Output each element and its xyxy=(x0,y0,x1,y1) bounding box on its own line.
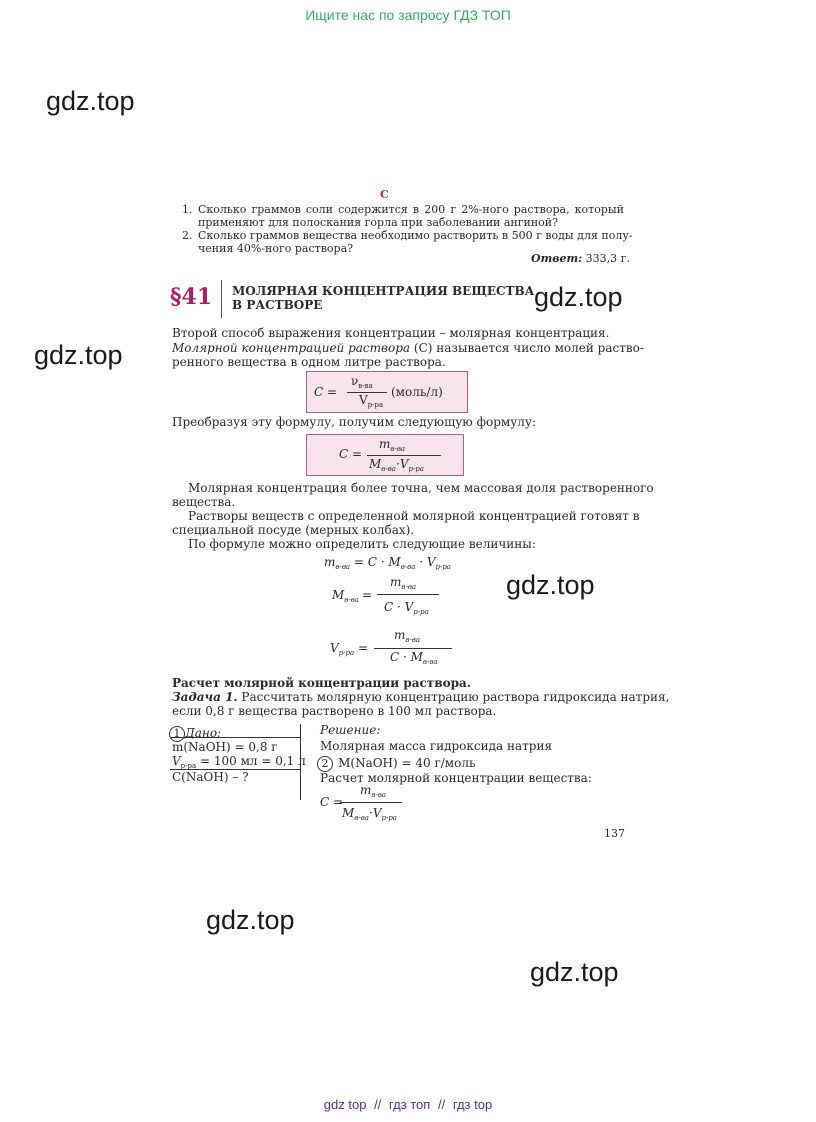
bottom-link[interactable]: гдз топ xyxy=(388,1097,431,1112)
formula-5-numerator: $m_{в-ва}$ xyxy=(394,628,421,644)
bottom-link[interactable]: gdz top xyxy=(323,1097,367,1112)
formula-5-equals: = xyxy=(358,641,369,655)
formula-1-unit: (моль/л) xyxy=(391,385,443,399)
question-2-line-2: чения 40%-ного раствора? xyxy=(198,242,354,255)
formula-4-fraction-bar xyxy=(377,594,439,595)
formula-1-numerator: $\nu_{в-ва}$ xyxy=(351,374,373,390)
formula-box-2 xyxy=(306,434,464,476)
page-number: 137 xyxy=(604,827,625,840)
formula-1-denominator: $V_{р-ра}$ xyxy=(359,393,384,409)
link-separator: // xyxy=(437,1097,446,1112)
solution-formula-lhs: C = xyxy=(320,795,344,809)
formula-box-1 xyxy=(306,371,468,413)
given-underline xyxy=(170,737,300,738)
step-1-marker: 1 xyxy=(169,726,185,742)
solution-formula-denominator: $M_{в-ва}\cdot V_{р-ра}$ xyxy=(342,806,397,822)
formula-2-fraction-bar xyxy=(367,455,441,456)
formula-4-equals: = xyxy=(362,588,373,602)
watermark: gdz.top xyxy=(34,340,123,370)
section-c-title: C xyxy=(380,188,389,201)
top-search-hint[interactable]: Ищите нас по запросу ГДЗ ТОП xyxy=(305,7,511,23)
solution-line-2: 2 M(NaOH) = 40 г/моль xyxy=(317,752,476,772)
watermark: gdz.top xyxy=(534,282,623,312)
text-line: По формуле можно определить следующие величины: xyxy=(188,537,536,551)
find-value: C(NaOH) – ? xyxy=(172,770,249,784)
text-line: вещества. xyxy=(172,495,236,509)
paragraph-title-line-2: В РАСТВОРЕ xyxy=(232,298,323,312)
text-line: Растворы веществ с определенной молярной концентрацией готовят в xyxy=(188,509,640,523)
solution-line-3: Расчет молярной концентрации вещества: xyxy=(320,771,592,785)
solution-label: Решение: xyxy=(320,723,381,737)
solution-line-1: Молярная масса гидроксида натрия xyxy=(320,739,553,753)
formula-2-lhs: C = xyxy=(339,447,363,461)
task-line-1 xyxy=(172,690,669,705)
given-header xyxy=(169,722,221,742)
step-2-marker: 2 xyxy=(317,756,333,772)
formula-2-numerator: $m_{в-ва}$ xyxy=(379,437,406,453)
formula-2-denominator: $M_{в-ва}\cdot V_{р-ра}$ xyxy=(369,457,424,473)
task-text: Рассчитать молярную концентрацию раствора гидроксида натрия, xyxy=(237,690,670,704)
question-2-line-1: Сколько граммов вещества необходимо растворить в 500 г воды для полу- xyxy=(198,229,633,242)
formula-4-lhs: $M_{в-ва}$ xyxy=(332,588,359,604)
watermark: gdz.top xyxy=(530,957,619,987)
question-1-number: 1. xyxy=(182,203,193,216)
formula-5-lhs: $V_{р-ра}$ xyxy=(330,641,355,657)
watermark: gdz.top xyxy=(506,570,595,600)
given-mass: m(NaOH) = 0,8 г xyxy=(172,740,278,754)
text-line: Молярная концентрация более точна, чем массовая доля растворенного xyxy=(188,481,654,495)
question-1-line-2: применяют для полоскания горла при заболевании ангиной? xyxy=(198,216,559,229)
link-separator: // xyxy=(374,1097,382,1112)
formula-4-numerator: $m_{в-ва}$ xyxy=(390,575,417,591)
watermark: gdz.top xyxy=(206,905,295,935)
solution-formula-numerator: $m_{в-ва}$ xyxy=(360,783,387,799)
paragraph-number: §41 xyxy=(170,284,213,310)
definition-line-2: ренного вещества в одном литре раствора. xyxy=(172,355,446,369)
answer xyxy=(531,252,630,265)
calc-heading: Расчет молярной концентрации раствора. xyxy=(172,676,471,690)
text-line: специальной посуде (мерных колбах). xyxy=(172,523,415,537)
formula-4-denominator: $C \cdot V_{р-ра}$ xyxy=(384,600,429,616)
definition-line-1 xyxy=(172,341,644,356)
text-line: Второй способ выражения концентрации – молярная концентрация. xyxy=(172,326,610,340)
paragraph-title-line-1: МОЛЯРНАЯ КОНЦЕНТРАЦИЯ ВЕЩЕСТВА xyxy=(232,284,535,298)
bottom-links xyxy=(0,1097,816,1112)
solution-divider xyxy=(300,724,301,800)
text-line: Преобразуя эту формулу, получим следующую формулу: xyxy=(172,415,536,429)
task-label: Задача 1. xyxy=(172,690,238,704)
formula-1-lhs: C = xyxy=(314,385,338,399)
answer-value: 333,3 г. xyxy=(585,252,630,265)
given-volume: $V_{р-ра} = 100$ мл = 0,1 л xyxy=(172,754,306,770)
formula-3: $m_{в-ва} = C \cdot M_{в-ва} \cdot V_{р-ра}$ xyxy=(324,555,451,571)
solution-formula-bar xyxy=(340,802,402,803)
answer-label: Ответ: xyxy=(531,252,583,265)
definition-rest: (С) называется число молей раство- xyxy=(410,341,644,355)
definition-term: Молярной концентрацией раствора xyxy=(172,341,411,355)
question-2-number: 2. xyxy=(182,229,193,242)
question-1-line-1: Сколько граммов соли содержится в 200 г 2%-ного раствора, который xyxy=(198,203,624,216)
paragraph-divider xyxy=(221,280,222,318)
bottom-link[interactable]: гдз top xyxy=(452,1097,493,1112)
formula-5-fraction-bar xyxy=(374,648,452,649)
given-label: Дано: xyxy=(185,726,222,740)
task-line-2: если 0,8 г вещества растворено в 100 мл раствора. xyxy=(172,704,497,718)
formula-5-denominator: $C \cdot M_{в-ва}$ xyxy=(390,650,438,666)
watermark: gdz.top xyxy=(46,86,135,116)
